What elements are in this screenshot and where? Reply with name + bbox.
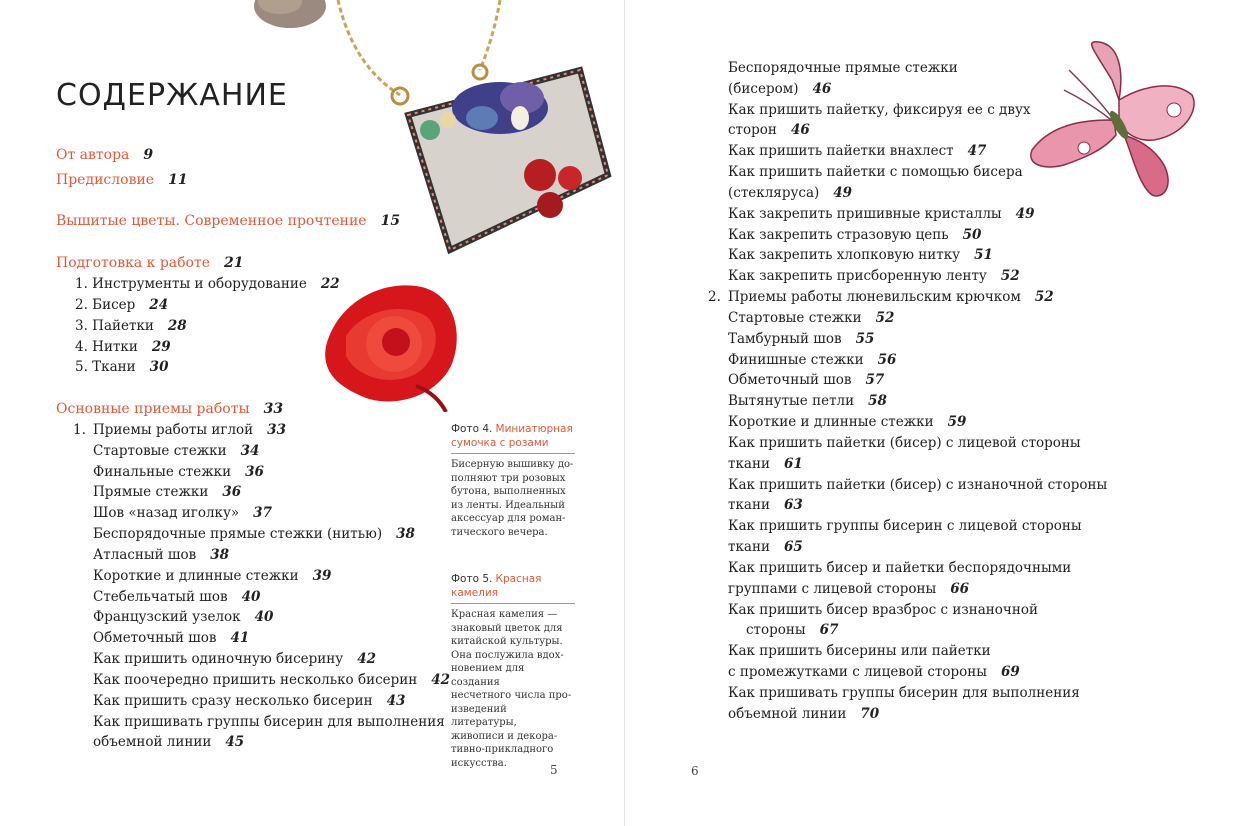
toc-entry[interactable]: стороны 67 [746, 622, 839, 638]
toc-entry[interactable]: с промежутками с лицевой стороны 69 [728, 664, 1020, 680]
toc-entry[interactable]: Как пришить одиночную бисерину 42 [93, 651, 377, 667]
toc-entry[interactable]: Как закрепить хлопковую нитку 51 [728, 247, 993, 263]
toc-entry[interactable]: сторон 46 [728, 122, 810, 138]
toc-entry[interactable]: Тамбурный шов 55 [728, 331, 875, 347]
toc-entry-author[interactable]: От автора 9 [56, 147, 154, 163]
butterfly-photo [1024, 40, 1200, 208]
toc-entry[interactable]: (стекляруса) 49 [728, 185, 853, 201]
toc-entry[interactable]: Финальные стежки 36 [93, 464, 264, 480]
toc-entry[interactable]: объемной линии 45 [93, 734, 245, 750]
red-camellia-photo [316, 276, 466, 412]
toc-entry[interactable]: 3. Пайетки 28 [75, 318, 187, 334]
toc-entry[interactable]: Как пришить сразу несколько бисерин 43 [93, 693, 406, 709]
toc-entry[interactable]: ткани 65 [728, 539, 803, 555]
toc-entry[interactable]: Шов «назад иголку» 37 [93, 505, 272, 521]
toc-entry[interactable]: Беспорядочные прямые стежки (нитью) 38 [93, 526, 415, 542]
toc-entry[interactable]: Обметочный шов 41 [93, 630, 250, 646]
toc-entry[interactable]: Как пришивать группы бисерин для выполнения [93, 714, 445, 730]
toc-entry[interactable]: Как пришить пайетку, фиксируя ее с двух [728, 102, 1031, 118]
toc-entry[interactable]: Стебельчатый шов 40 [93, 589, 261, 605]
toc-entry[interactable]: Как пришить пайетки с помощью бисера [728, 164, 1023, 180]
toc-entry[interactable]: (бисером) 46 [728, 81, 832, 97]
toc-entry[interactable]: Французский узелок 40 [93, 609, 274, 625]
page-number-right: 6 [691, 764, 699, 778]
toc-entry[interactable]: Как закрепить стразовую цепь 50 [728, 227, 982, 243]
photo-caption-5: Фото 5. Красная камелия Красная камелия — знаковый цветок для китайской культуры. Она послужила вдох- новением для создания несчетного числа про- изведений литературы, живописи и декора- тивно-прикладного искусства. [451, 573, 575, 770]
toc-entry[interactable]: Беспорядочные прямые стежки [728, 60, 958, 76]
toc-entry[interactable]: 2. Бисер 24 [75, 297, 169, 313]
toc-entry[interactable]: Атласный шов 38 [93, 547, 229, 563]
toc-entry-flowers[interactable]: Вышитые цветы. Современное прочтение 15 [56, 213, 401, 229]
toc-entry[interactable]: Как закрепить пришивные кристаллы 49 [728, 206, 1035, 222]
toc-entry[interactable]: 4. Нитки 29 [75, 339, 171, 355]
toc-entry[interactable]: Как закрепить присборенную ленту 52 [728, 268, 1020, 284]
toc-entry[interactable]: Как пришить группы бисерин с лицевой стороны [728, 518, 1082, 534]
photo-caption-4: Фото 4. Миниатюрная сумочка с розами Бисерную вышивку до- полняют три розовых бутона, выполненных из ленты. Идеальный аксессуар для роман- тического вечера. [451, 423, 574, 538]
toc-entry[interactable]: Короткие и длинные стежки 59 [728, 414, 967, 430]
toc-entry[interactable]: объемной линии 70 [728, 706, 880, 722]
toc-entry[interactable]: Обметочный шов 57 [728, 372, 885, 388]
toc-entry[interactable]: Стартовые стежки 52 [728, 310, 895, 326]
toc-entry[interactable]: 5. Ткани 30 [75, 359, 169, 375]
toc-entry[interactable]: Как пришить пайетки внахлест 47 [728, 143, 987, 159]
toc-entry[interactable]: Как поочередно пришить несколько бисерин 42 [93, 672, 451, 688]
toc-entry[interactable]: Вытянутые петли 58 [728, 393, 887, 409]
toc-entry-prep[interactable]: Подготовка к работе 21 [56, 255, 244, 271]
toc-entry[interactable]: 1. Инструменты и оборудование 22 [75, 276, 340, 292]
toc-entry-hook[interactable]: 2. Приемы работы люневильским крючком 52 [708, 289, 1054, 305]
toc-entry[interactable]: Как пришить бисерины или пайетки [728, 643, 991, 659]
toc-entry[interactable]: ткани 63 [728, 497, 803, 513]
page-number-left: 5 [550, 763, 558, 777]
toc-entry-preface[interactable]: Предисловие 11 [56, 172, 188, 188]
book-spine [624, 0, 625, 826]
toc-entry[interactable]: ткани 61 [728, 456, 803, 472]
page-title: СОДЕРЖАНИЕ [56, 78, 288, 114]
toc-entry[interactable]: Как пришить пайетки (бисер) с изнаночной стороны [728, 477, 1108, 493]
toc-entry[interactable]: Финишные стежки 56 [728, 352, 897, 368]
toc-entry[interactable]: Короткие и длинные стежки 39 [93, 568, 332, 584]
toc-entry[interactable]: группами с лицевой стороны 66 [728, 581, 970, 597]
toc-entry[interactable]: Как пришить бисер вразброс с изнаночной [728, 602, 1038, 618]
toc-entry[interactable]: Стартовые стежки 34 [93, 443, 260, 459]
toc-entry[interactable]: Как пришить пайетки (бисер) с лицевой стороны [728, 435, 1081, 451]
toc-entry-basics[interactable]: Основные приемы работы 33 [56, 401, 284, 417]
toc-entry[interactable]: Прямые стежки 36 [93, 484, 242, 500]
toc-entry-needle[interactable]: 1. Приемы работы иглой 33 [73, 422, 286, 438]
toc-entry[interactable]: Как пришить бисер и пайетки беспорядочными [728, 560, 1072, 576]
toc-entry[interactable]: Как пришивать группы бисерин для выполнения [728, 685, 1080, 701]
